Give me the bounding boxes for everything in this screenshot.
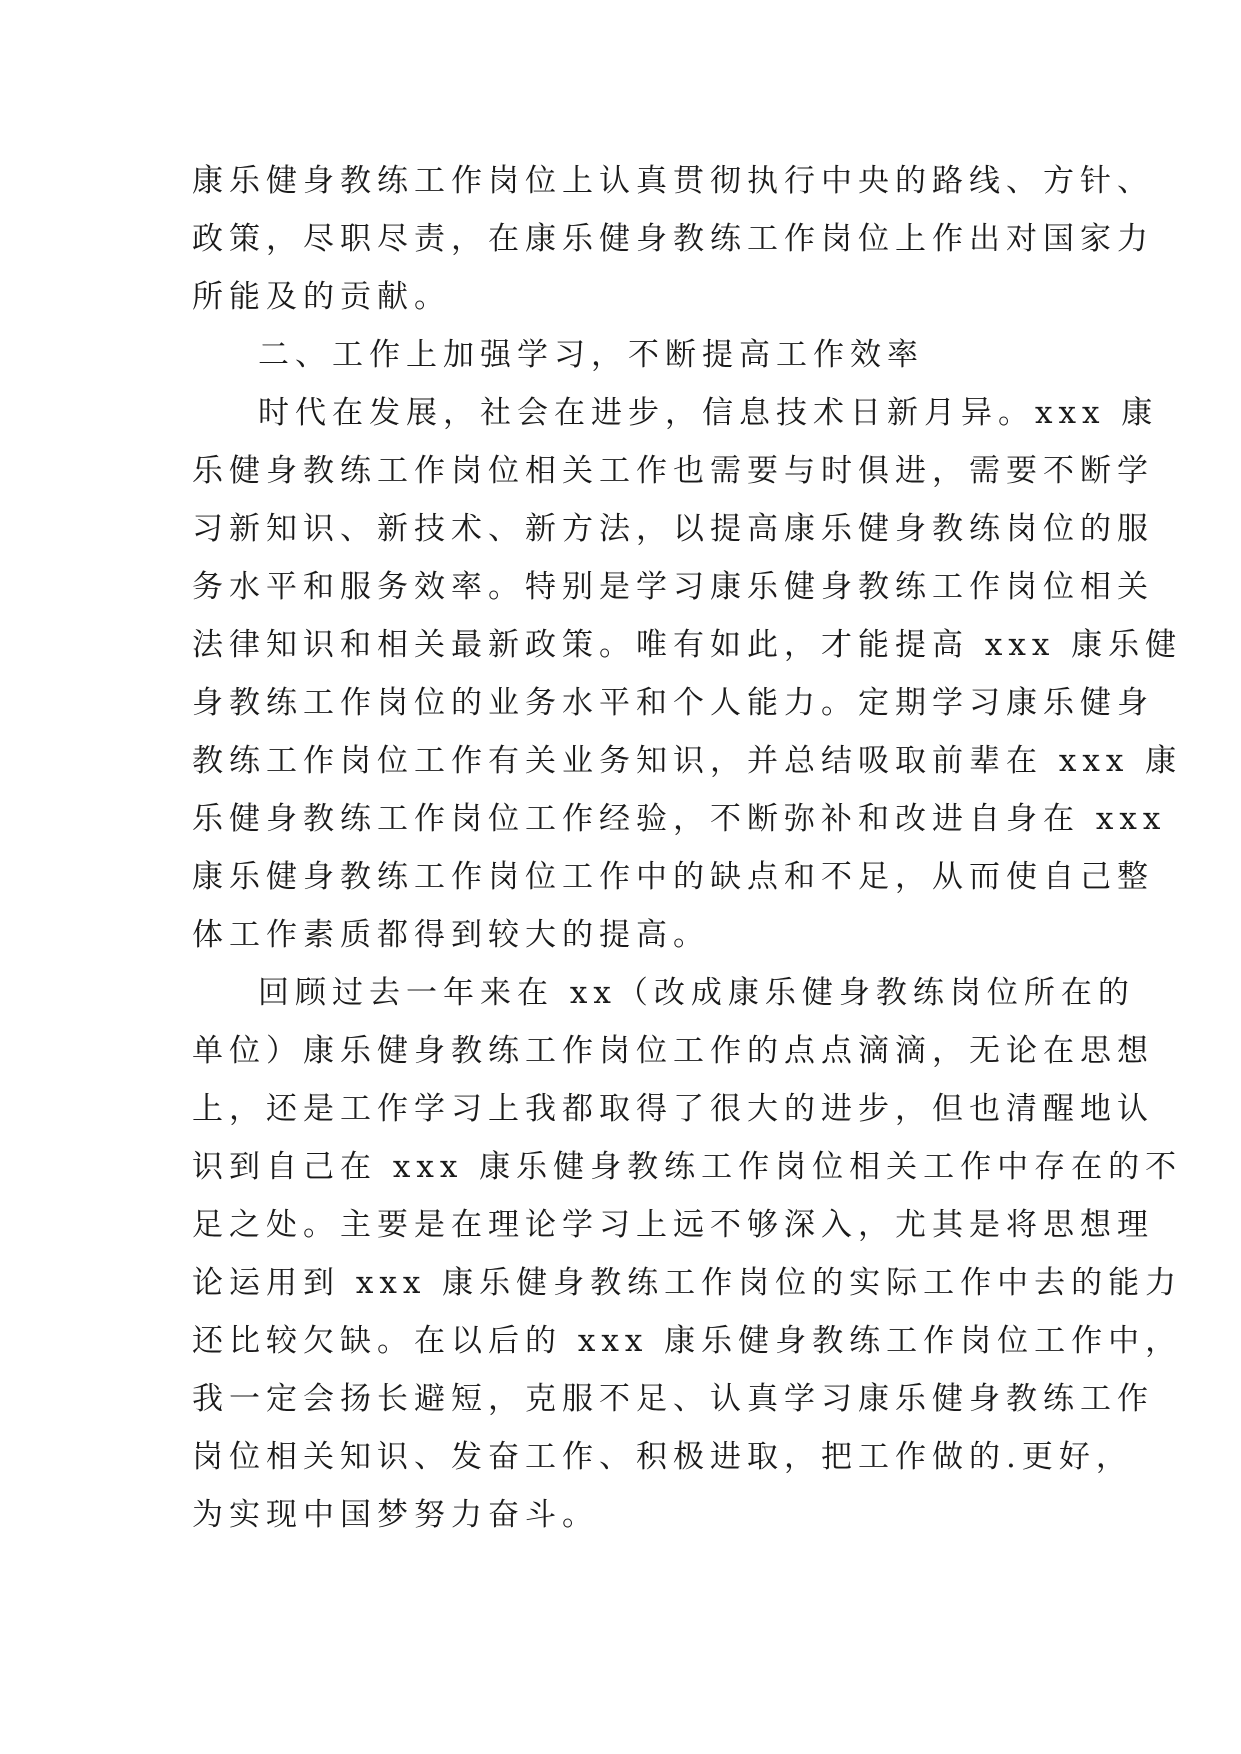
- text-line: 习新知识、新技术、新方法，以提高康乐健身教练岗位的服: [192, 511, 1154, 547]
- text-line: 时代在发展，社会在进步，信息技术日新月异。xxx 康: [258, 395, 1159, 431]
- text-line: 身教练工作岗位的业务水平和个人能力。定期学习康乐健身: [192, 685, 1154, 721]
- text-line: 乐健身教练工作岗位相关工作也需要与时俱进，需要不断学: [192, 453, 1154, 489]
- text-line: 上，还是工作学习上我都取得了很大的进步，但也清醒地认: [192, 1091, 1154, 1127]
- text-line: 论运用到 xxx 康乐健身教练工作岗位的实际工作中去的能力: [192, 1265, 1183, 1301]
- text-line: 识到自己在 xxx 康乐健身教练工作岗位相关工作中存在的不: [192, 1149, 1183, 1185]
- text-line: 足之处。主要是在理论学习上远不够深入，尤其是将思想理: [192, 1207, 1154, 1243]
- text-line: 为实现中国梦努力奋斗。: [192, 1497, 599, 1533]
- text-line: 所能及的贡献。: [192, 279, 451, 315]
- text-line: 岗位相关知识、发奋工作、积极进取，把工作做的.更好，: [192, 1439, 1133, 1475]
- text-line: 还比较欠缺。在以后的 xxx 康乐健身教练工作岗位工作中，: [192, 1323, 1183, 1359]
- text-line: 单位）康乐健身教练工作岗位工作的点点滴滴，无论在思想: [192, 1033, 1154, 1069]
- text-line: 回顾过去一年来在 xx（改成康乐健身教练岗位所在的: [258, 975, 1135, 1011]
- text-line: 我一定会扬长避短，克服不足、认真学习康乐健身教练工作: [192, 1381, 1154, 1417]
- text-line: 教练工作岗位工作有关业务知识，并总结吸取前辈在 xxx 康: [192, 743, 1183, 779]
- text-line: 乐健身教练工作岗位工作经验，不断弥补和改进自身在 xxx: [192, 801, 1167, 837]
- text-line: 康乐健身教练工作岗位上认真贯彻执行中央的路线、方针、: [192, 163, 1154, 199]
- text-line: 政策，尽职尽责，在康乐健身教练工作岗位上作出对国家力: [192, 221, 1154, 257]
- text-line: 康乐健身教练工作岗位工作中的缺点和不足，从而使自己整: [192, 859, 1154, 895]
- text-line: 务水平和服务效率。特别是学习康乐健身教练工作岗位相关: [192, 569, 1154, 605]
- text-line: 体工作素质都得到较大的提高。: [192, 917, 710, 953]
- section-heading: 二、工作上加强学习，不断提高工作效率: [258, 337, 924, 373]
- document-body: [192, 152, 1183, 1544]
- text-line: 法律知识和相关最新政策。唯有如此，才能提高 xxx 康乐健: [192, 627, 1183, 663]
